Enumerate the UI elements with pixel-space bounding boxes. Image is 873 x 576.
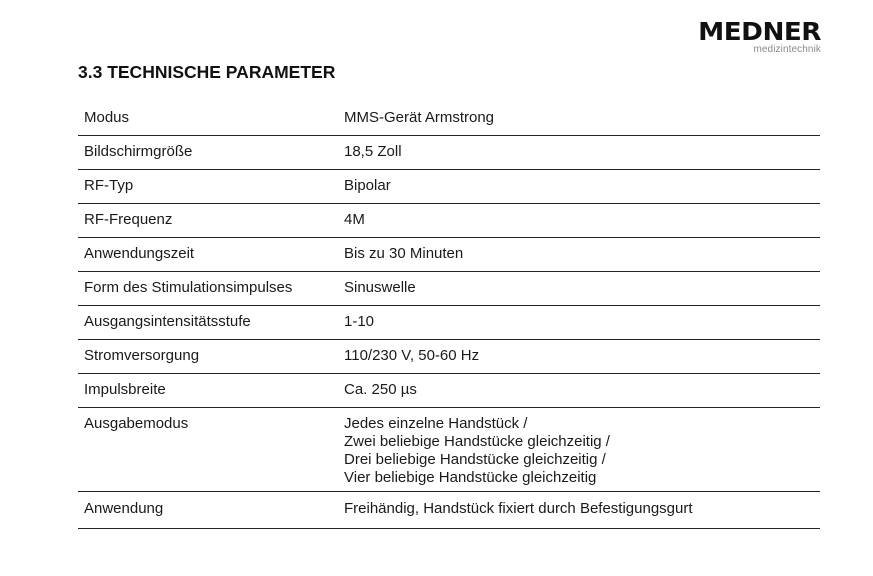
table-row [78,102,820,136]
table-row [78,306,820,340]
table-row [78,374,820,408]
table-row [78,238,820,272]
param-label: Bildschirmgröße [78,136,340,170]
table-row [78,170,820,204]
param-value-line: Jedes einzelne Handstück / [344,415,528,432]
technical-parameters-table [78,102,820,529]
brand-logo [697,18,821,55]
param-value-line: Vier beliebige Handstücke gleichzeitig [344,469,597,486]
param-label: Form des Stimulationsimpulses [78,272,340,306]
param-label: Anwendung [78,492,340,529]
param-value-multiline [340,408,820,492]
param-label: Stromversorgung [78,340,340,374]
param-label: RF-Typ [78,170,340,204]
param-value: 110/230 V, 50-60 Hz [340,340,820,374]
param-value: 4M [340,204,820,238]
param-label: RF-Frequenz [78,204,340,238]
table-row [78,136,820,170]
table-row [78,492,820,529]
param-value: MMS-Gerät Armstrong [340,102,820,136]
param-value-line: Zwei beliebige Handstücke gleichzeitig / [344,433,610,450]
table-row [78,204,820,238]
param-label: Ausgabemodus [78,408,340,492]
param-value: Sinuswelle [340,272,820,306]
param-label: Modus [78,102,340,136]
param-value: Bipolar [340,170,820,204]
table-row [78,272,820,306]
table-row [78,408,820,492]
brand-subtitle: medizintechnik [753,44,821,55]
param-value: Freihändig, Handstück fixiert durch Befestigungsgurt [340,492,820,529]
table-row [78,340,820,374]
param-value: 1-10 [340,306,820,340]
param-value-line: Drei beliebige Handstücke gleichzeitig / [344,451,606,468]
param-value: 18,5 Zoll [340,136,820,170]
param-value: Ca. 250 µs [340,374,820,408]
param-label: Impulsbreite [78,374,340,408]
param-label: Ausgangsintensitätsstufe [78,306,340,340]
section-title: 3.3 TECHNISCHE PARAMETER [78,62,336,82]
param-label: Anwendungszeit [78,238,340,272]
brand-name: MEDNER [698,17,821,46]
param-value: Bis zu 30 Minuten [340,238,820,272]
